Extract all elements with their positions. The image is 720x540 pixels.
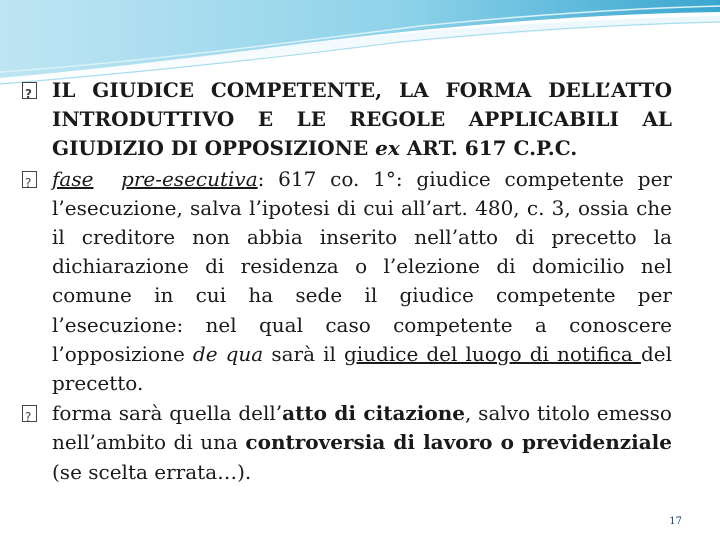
underlined-giudice-luogo-notifica: giudice del luogo di notifica (343, 341, 641, 366)
paragraph2-text-3: del precetto. (52, 341, 672, 396)
term-fase: fase (52, 166, 94, 191)
heading-italic-ex: ex (375, 136, 400, 161)
paragraph3-text: forma sarà quella dell’ (52, 401, 283, 426)
page-number: 17 (669, 516, 682, 527)
paragraph3-text-2: , salvo titolo emesso nell’ambito di una (52, 401, 672, 455)
slide-heading (22, 76, 672, 164)
term-de-qua: de qua (192, 341, 264, 366)
bold-controversia-lavoro: controversia di lavoro o previdenziale (245, 430, 672, 455)
bold-atto-di-citazione: atto di citazione (282, 401, 465, 426)
missing-glyph-box-icon (22, 171, 37, 188)
slide-content (22, 76, 672, 488)
paragraph2-text: : 617 co. 1°: giudice competente per l’esecuzione, salva l’ipotesi di cui all’art. 480, c. 3, ossia che il creditore non abbia inserito nell’atto di precetto la dichiarazione di residenza o l’elezione di domicilio nel comune in cui ha sede il giudice competente per l’esecuzione: nel qual caso competente a conoscere l’opposizione (52, 166, 672, 366)
heading-text: IL GIUDICE COMPETENTE, LA FORMA DELL’ATTO INTRODUTTIVO E LE REGOLE APPLICABILI AL GIUDIZIO DI OPPOSIZIONE (52, 78, 672, 161)
paragraph3-text-3: (se scelta errata…). (52, 459, 252, 484)
missing-glyph-box-icon (22, 82, 37, 99)
paragraph-forma (22, 399, 672, 487)
missing-glyph-box-icon (22, 405, 37, 422)
paragraph2-text-2: sarà il (263, 341, 344, 366)
term-pre-esecutiva: pre-esecutiva (121, 166, 258, 191)
paragraph-fase-pre-esecutiva (22, 165, 672, 399)
heading-text-end: ART. 617 C.P.C. (399, 136, 578, 161)
